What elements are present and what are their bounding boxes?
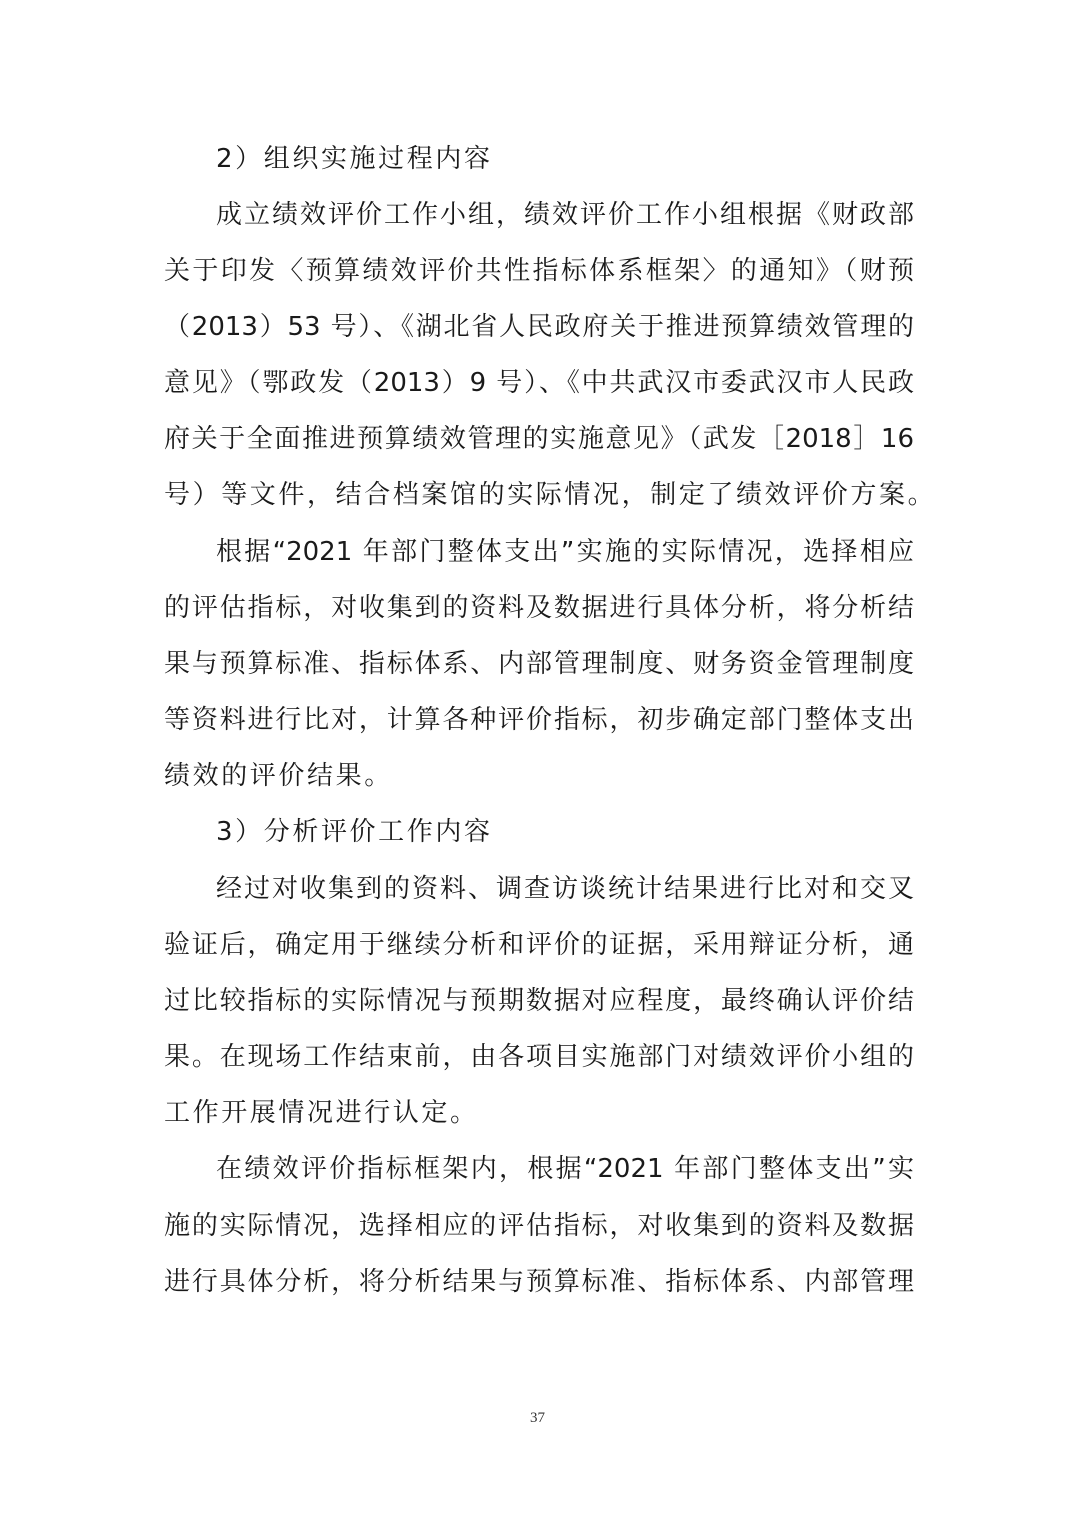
paragraph-line: 验证后，确定用于继续分析和评价的证据，采用辩证分析，通	[164, 930, 914, 960]
paragraph-line: （2013）53 号）、《湖北省人民政府关于推进预算绩效管理的	[164, 312, 914, 342]
paragraph-line: 过比较指标的实际情况与预期数据对应程度，最终确认评价结	[164, 986, 914, 1016]
paragraph-line: 成立绩效评价工作小组，绩效评价工作小组根据《财政部	[216, 200, 914, 230]
paragraph-line: 意见》（鄂政发（2013）9 号）、《中共武汉市委武汉市人民政	[164, 368, 914, 398]
paragraph-line: 关于印发〈预算绩效评价共性指标体系框架〉的通知》（财预	[164, 256, 914, 286]
paragraph-line: 施的实际情况，选择相应的评估指标，对收集到的资料及数据	[164, 1211, 914, 1241]
paragraph-line: 的评估指标，对收集到的资料及数据进行具体分析，将分析结	[164, 593, 914, 623]
paragraph-line: 号）等文件，结合档案馆的实际情况，制定了绩效评价方案。	[164, 480, 937, 510]
heading-analysis-evaluation: 3）分析评价工作内容	[216, 817, 493, 847]
paragraph-line: 经过对收集到的资料、调查访谈统计结果进行比对和交叉	[216, 874, 914, 904]
paragraph-line: 果。在现场工作结束前，由各项目实施部门对绩效评价小组的	[164, 1042, 914, 1072]
paragraph-line: 工作开展情况进行认定。	[164, 1098, 479, 1128]
paragraph-line: 府关于全面推进预算绩效管理的实施意见》（武发［2018］16	[164, 424, 914, 454]
heading-organize-implementation: 2）组织实施过程内容	[216, 144, 493, 174]
paragraph-line: 根据“2021 年部门整体支出”实施的实际情况，选择相应	[216, 537, 914, 567]
page-number: 37	[530, 1410, 545, 1426]
paragraph-line: 果与预算标准、指标体系、内部管理制度、财务资金管理制度	[164, 649, 914, 679]
paragraph-line: 进行具体分析，将分析结果与预算标准、指标体系、内部管理	[164, 1267, 914, 1297]
paragraph-line: 在绩效评价指标框架内，根据“2021 年部门整体支出”实	[216, 1154, 914, 1184]
paragraph-line: 等资料进行比对，计算各种评价指标，初步确定部门整体支出	[164, 705, 914, 735]
paragraph-line: 绩效的评价结果。	[164, 761, 393, 791]
